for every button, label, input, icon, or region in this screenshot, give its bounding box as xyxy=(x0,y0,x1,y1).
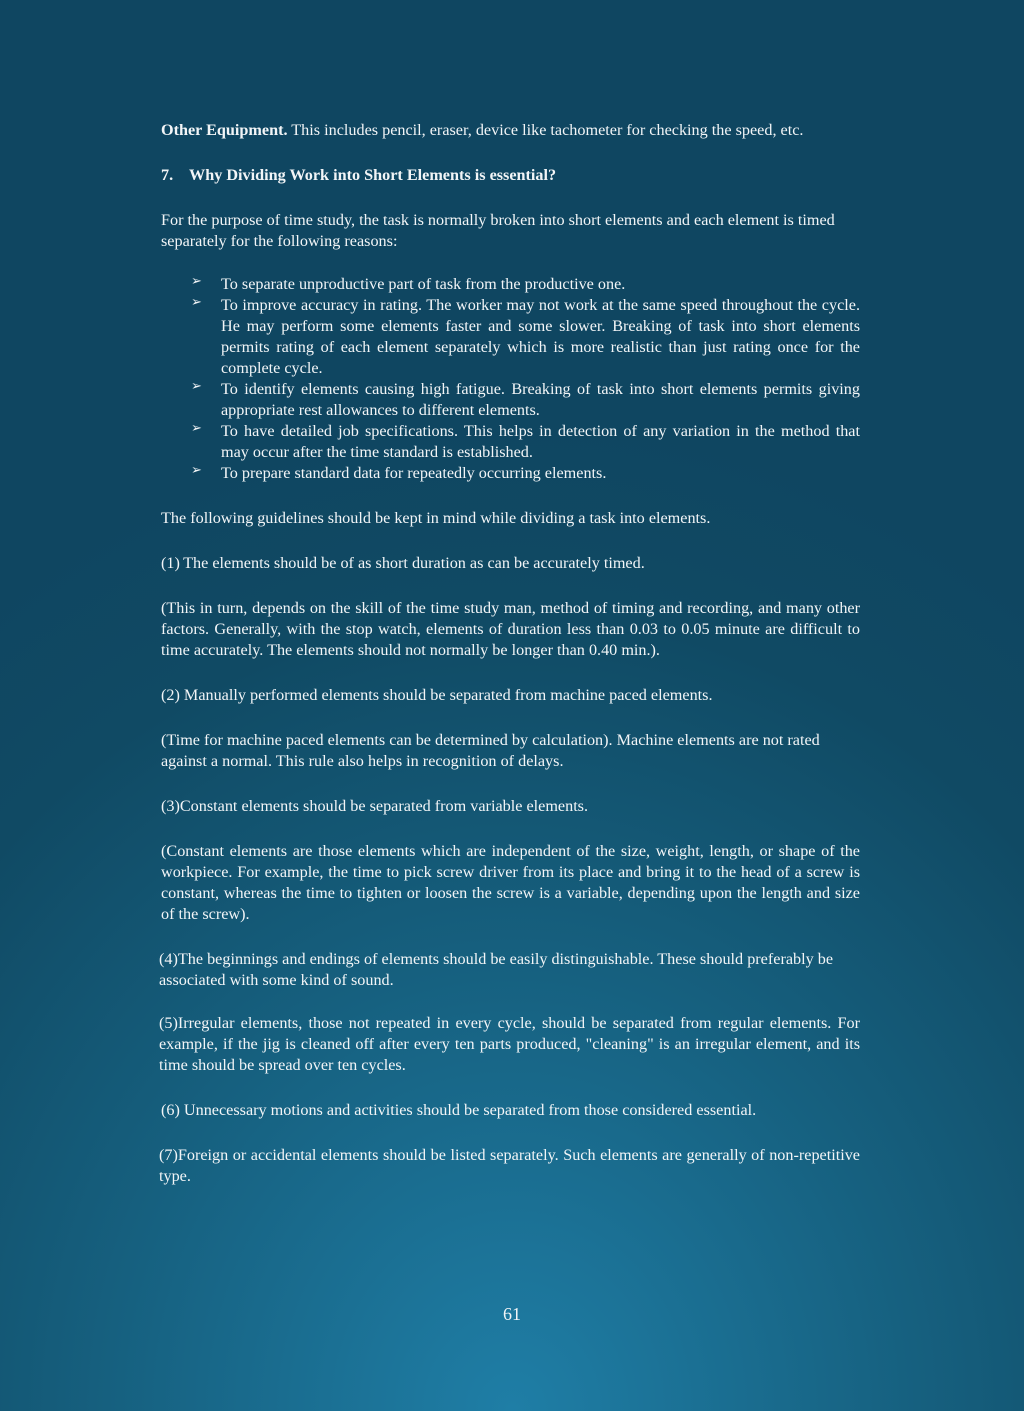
guideline-5: (5)Irregular elements, those not repeated in every cycle, should be separated from regular elements. For example, if the jig is cleaned off after every ten parts produced, "cleaning" is an irregular element, and its time should be spread over ten cycles. xyxy=(159,1014,860,1074)
guideline-1: (1) The elements should be of as short duration as can be accurately timed. xyxy=(161,554,645,572)
guideline-2-note: (Time for machine paced elements can be determined by calculation). Machine elements are not rated against a normal. This rule also helps in recognition of delays. xyxy=(161,731,820,770)
arrow-bullet-icon: ➢ xyxy=(191,379,202,394)
list-item-text: To improve accuracy in rating. The worker may not work at the same speed throughout the cycle. He may perform some elements faster and some slower. Breaking of task into short elements permits rating of each element separately which is more realistic than just rating once for the complete cycle. xyxy=(221,296,860,377)
list-item xyxy=(191,274,860,295)
guideline-6: (6) Unnecessary motions and activities should be separated from those considered essential. xyxy=(161,1101,757,1119)
list-item xyxy=(191,295,860,379)
list-item-text: To have detailed job specifications. This helps in detection of any variation in the method that may occur after the time standard is established. xyxy=(221,422,860,461)
intro-paragraph: For the purpose of time study, the task is normally broken into short elements and each element is timed separately for the following reasons: xyxy=(161,211,835,250)
arrow-bullet-icon: ➢ xyxy=(191,295,202,310)
guideline-3-note: (Constant elements are those elements which are independent of the size, weight, length, or shape of the workpiece. For example, the time to pick screw driver from its place and bring it to the head of a screw is constant, whereas the time to tighten or loosen the screw is a variable, depending upon the length and size of the screw). xyxy=(161,842,860,923)
guideline-7: (7)Foreign or accidental elements should be listed separately. Such elements are generally of non-repetitive type. xyxy=(159,1146,860,1185)
other-equipment-paragraph xyxy=(161,120,860,141)
other-equipment-text: This includes pencil, eraser, device like tachometer for checking the speed, etc. xyxy=(287,121,804,139)
section-number: 7. xyxy=(161,166,174,184)
arrow-bullet-icon: ➢ xyxy=(191,421,202,436)
guidelines-intro: The following guidelines should be kept in mind while dividing a task into elements. xyxy=(161,509,711,527)
list-item xyxy=(191,379,860,421)
arrow-bullet-icon: ➢ xyxy=(191,274,202,289)
list-item xyxy=(191,421,860,463)
other-equipment-label: Other Equipment. xyxy=(161,121,288,139)
guideline-4: (4)The beginnings and endings of elements should be easily distinguishable. These should preferably be associated with some kind of sound. xyxy=(159,950,834,989)
guideline-2: (2) Manually performed elements should be separated from machine paced elements. xyxy=(161,686,713,704)
page-number: 61 xyxy=(503,1304,521,1324)
list-item-text: To identify elements causing high fatigue. Breaking of task into short elements permits giving appropriate rest allowances to different elements. xyxy=(221,380,860,419)
section-heading xyxy=(161,165,860,186)
document-page xyxy=(161,120,860,1187)
reasons-list xyxy=(161,274,860,484)
guideline-3: (3)Constant elements should be separated from variable elements. xyxy=(161,797,589,815)
guideline-1-note: (This in turn, depends on the skill of the time study man, method of timing and recording, and many other factors. Generally, with the stop watch, elements of duration less than 0.03 to 0.05 minute are difficult to time accurately. The elements should not normally be longer than 0.40 min.). xyxy=(161,599,860,659)
list-item xyxy=(191,463,860,484)
list-item-text: To separate unproductive part of task from the productive one. xyxy=(221,275,626,293)
arrow-bullet-icon: ➢ xyxy=(191,463,202,478)
list-item-text: To prepare standard data for repeatedly occurring elements. xyxy=(221,464,607,482)
section-title: Why Dividing Work into Short Elements is essential? xyxy=(189,166,557,184)
